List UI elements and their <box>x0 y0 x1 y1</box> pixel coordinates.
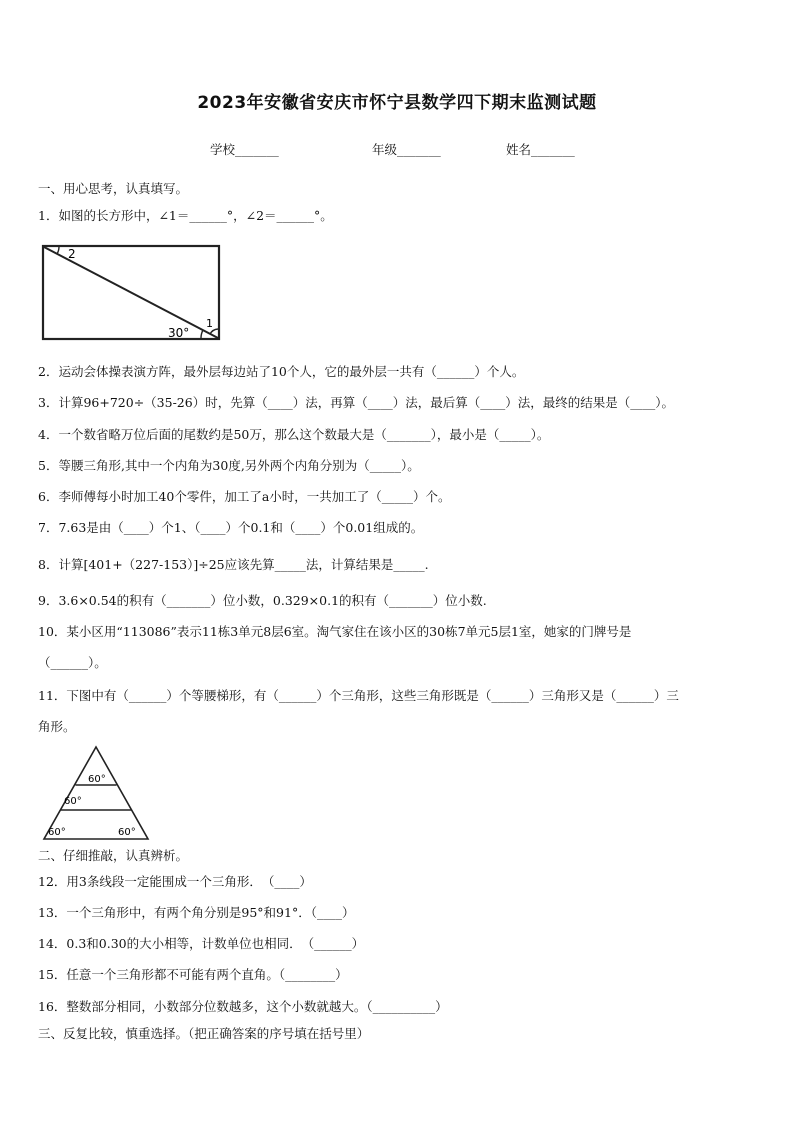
triangle-figure <box>40 744 152 842</box>
name-field: 姓名_______ <box>506 142 575 157</box>
question-10-line-1: 10．某小区用“113086”表示11栋3单元8层6室。淘气家住在该小区的30栋7单元5层1室，她家的门牌号是 <box>38 624 632 639</box>
question-2: 2．运动会体操表演方阵，最外层每边站了10个人，它的最外层一共有（______）个人。 <box>38 364 525 379</box>
question-13: 13．一个三角形中，有两个角分别是95°和91°．（____） <box>38 905 355 920</box>
angle-label-bottom-right: 60° <box>118 827 136 838</box>
page-title: 2023年安徽省安庆市怀宁县数学四下期末监测试题 <box>197 93 597 113</box>
angle-label-bottom-left: 60° <box>48 827 66 838</box>
question-15: 15．任意一个三角形都不可能有两个直角。（________） <box>38 967 348 982</box>
question-3: 3．计算96+720÷（35-26）时，先算（____）法，再算（____）法，最后算（____）法，最终的结果是（____）。 <box>38 395 674 410</box>
angle-30-label: 30° <box>168 326 190 340</box>
rectangle-figure <box>40 243 224 343</box>
section-2-heading: 二、仔细推敲，认真辨析。 <box>38 848 189 863</box>
question-12: 12．用3条线段一定能围成一个三角形． （____） <box>38 874 312 889</box>
question-16: 16．整数部分相同，小数部分位数越多，这个小数就越大。（__________） <box>38 999 448 1014</box>
question-4: 4．一个数省略万位后面的尾数约是50万，那么这个数最大是（_______），最小是（_____）。 <box>38 427 550 442</box>
angle-label-middle: 60° <box>64 796 82 807</box>
question-11-line-2: 角形。 <box>38 719 76 734</box>
grade-field: 年级_______ <box>372 142 441 157</box>
question-14: 14．0.3和0.30的大小相等，计数单位也相同． （______） <box>38 936 365 951</box>
question-6: 6．李师傅每小时加工40个零件，加工了a小时，一共加工了（_____）个。 <box>38 489 451 504</box>
question-1: 1．如图的长方形中，∠1＝______°，∠2＝______°。 <box>38 208 333 223</box>
angle-2-arc <box>57 247 59 254</box>
question-11-line-1: 11．下图中有（______）个等腰梯形，有（______）个三角形，这些三角形既是（______）三角形又是（______）三 <box>38 688 679 703</box>
school-field: 学校_______ <box>210 142 279 157</box>
angle-30-arc <box>201 330 203 338</box>
question-9: 9．3.6×0.54的积有（_______）位小数，0.329×0.1的积有（_______）位小数. <box>38 593 487 608</box>
triangle-outline <box>44 747 148 839</box>
question-7: 7．7.63是由（____）个1、（____）个0.1和（____）个0.01组成的。 <box>38 520 424 535</box>
question-8: 8．计算[401+（227-153）]÷25应该先算_____法，计算结果是_____. <box>38 557 429 572</box>
angle-label-top: 60° <box>88 774 106 785</box>
angle-1-label: 1 <box>206 317 213 330</box>
section-3-heading: 三、反复比较，慎重选择。（把正确答案的序号填在括号里） <box>38 1026 370 1041</box>
question-5: 5．等腰三角形,其中一个内角为30度,另外两个内角分别为（_____）。 <box>38 458 420 473</box>
question-10-line-2: （______）。 <box>38 655 107 670</box>
section-1-heading: 一、用心思考，认真填写。 <box>38 181 189 196</box>
angle-2-label: 2 <box>68 247 76 261</box>
